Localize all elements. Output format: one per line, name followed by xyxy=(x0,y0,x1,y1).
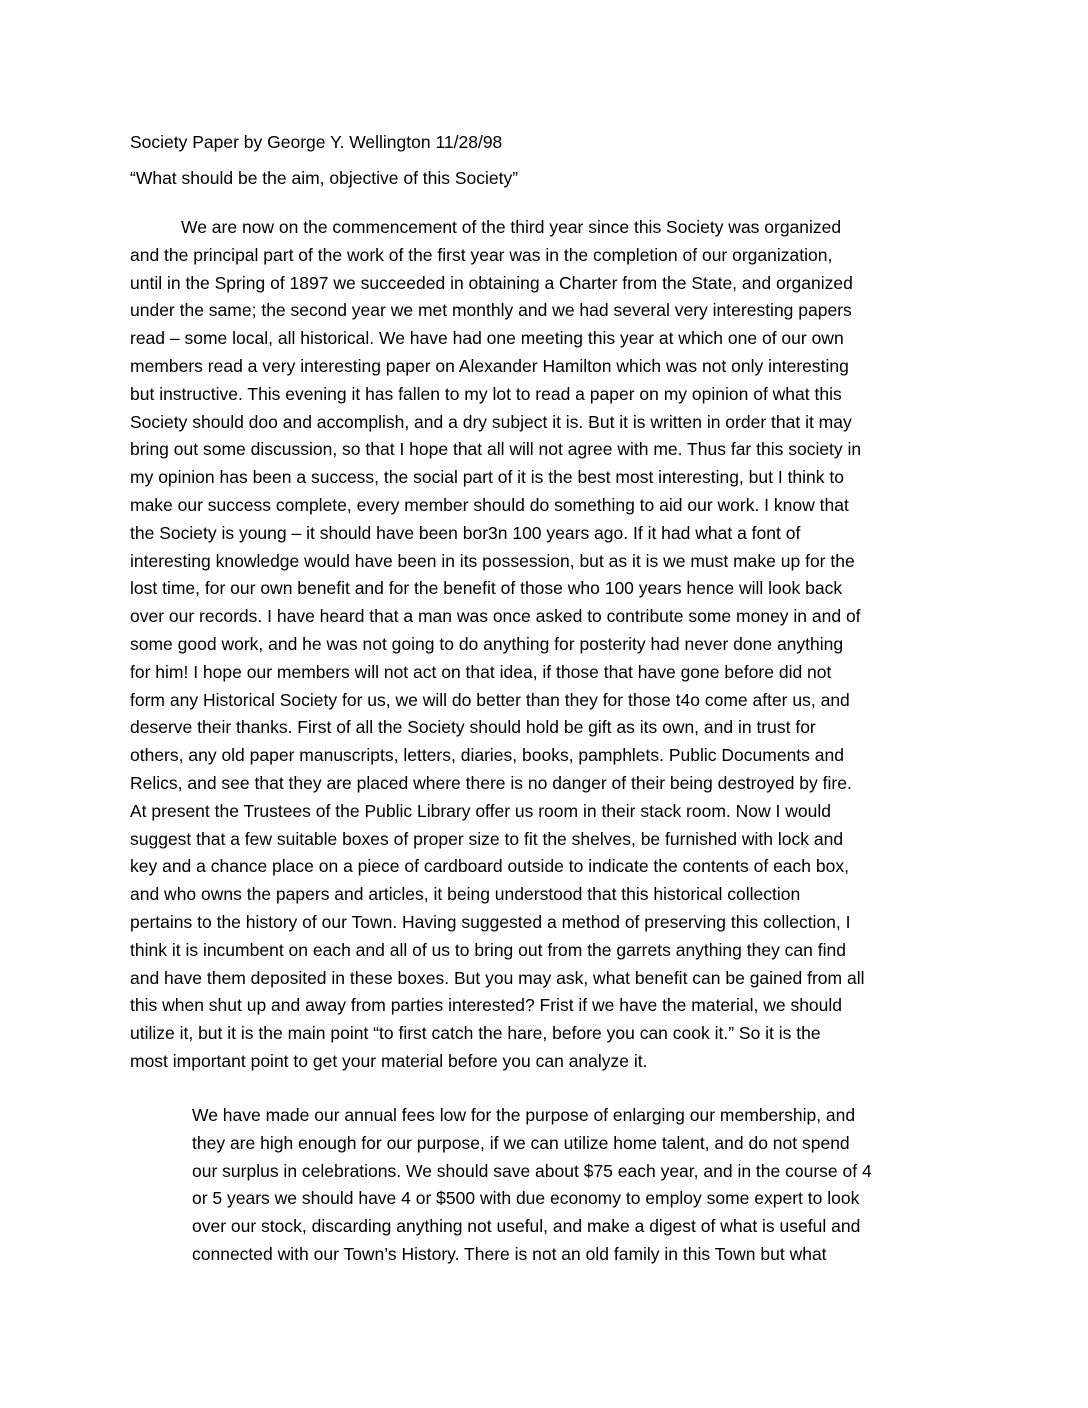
text-line: key and a chance place on a piece of cardboard outside to indicate the contents of each box, xyxy=(130,856,849,877)
text-line: others, any old paper manuscripts, letters, diaries, books, pamphlets. Public Documents and xyxy=(130,745,844,766)
text-line: some good work, and he was not going to do anything for posterity had never done anything xyxy=(130,633,844,654)
text-line: suggest that a few suitable boxes of proper size to fit the shelves, be furnished with lock and xyxy=(130,828,844,849)
paragraph-2 xyxy=(192,1102,872,1269)
document-subtitle: “What should be the aim, objective of this Society” xyxy=(130,168,519,188)
text-line: bring out some discussion, so that I hope that all will not agree with me. Thus far this society in xyxy=(130,439,862,460)
text-line: or 5 years we should have 4 or $500 with due economy to employ some expert to look xyxy=(192,1188,860,1209)
text-line: think it is incumbent on each and all of us to bring out from the garrets anything they can find xyxy=(130,939,846,960)
text-line: pertains to the history of our Town. Having suggested a method of preserving this collection, I xyxy=(130,911,851,932)
paragraph-1 xyxy=(130,214,864,1076)
text-line: deserve their thanks. First of all the Society should hold be gift as its own, and in trust for xyxy=(130,717,816,738)
text-line: they are high enough for our purpose, if we can utilize home talent, and do not spend xyxy=(192,1132,850,1153)
text-line: and have them deposited in these boxes. But you may ask, what benefit can be gained from all xyxy=(130,967,865,988)
text-line: interesting knowledge would have been in its possession, but as it is we must make up for the xyxy=(130,550,855,571)
text-line: most important point to get your material before you can analyze it. xyxy=(130,1050,648,1071)
text-line: the Society is young – it should have been bor3n 100 years ago. If it had what a font of xyxy=(130,522,801,543)
text-line: make our success complete, every member should do something to aid our work. I know that xyxy=(130,494,849,515)
text-line: Relics, and see that they are placed where there is no danger of their being destroyed by fire. xyxy=(130,772,852,793)
text-line: form any Historical Society for us, we will do better than they for those t4o come after us, and xyxy=(130,689,850,710)
text-line: We are now on the commencement of the third year since this Society was organized xyxy=(181,217,842,237)
text-line: Society should doo and accomplish, and a dry subject it is. But it is written in order that it may xyxy=(130,411,852,432)
text-line: members read a very interesting paper on Alexander Hamilton which was not only interesting xyxy=(130,355,849,376)
text-line: connected with our Town’s History. There is not an old family in this Town but what xyxy=(192,1243,827,1264)
text-line: over our stock, discarding anything not useful, and make a digest of what is useful and xyxy=(192,1216,861,1237)
text-line: but instructive. This evening it has fallen to my lot to read a paper on my opinion of what this xyxy=(130,383,842,404)
text-line: our surplus in celebrations. We should save about $75 each year, and in the course of 4 xyxy=(192,1160,872,1181)
document-title: Society Paper by George Y. Wellington 11/28/98 xyxy=(130,132,503,152)
text-line: and who owns the papers and articles, it being understood that this historical collection xyxy=(130,884,801,905)
text-line: At present the Trustees of the Public Library offer us room in their stack room. Now I would xyxy=(130,800,831,821)
text-line: until in the Spring of 1897 we succeeded in obtaining a Charter from the State, and organized xyxy=(130,272,853,293)
text-line: this when shut up and away from parties interested? Frist if we have the material, we should xyxy=(130,995,843,1016)
text-line: We have made our annual fees low for the purpose of enlarging our membership, and xyxy=(192,1105,856,1125)
text-line: for him! I hope our members will not act on that idea, if those that have gone before did not xyxy=(130,661,832,682)
text-line: lost time, for our own benefit and for the benefit of those who 100 years hence will look back xyxy=(130,578,843,599)
text-line: read – some local, all historical. We have had one meeting this year at which one of our own xyxy=(130,328,844,349)
text-line: utilize it, but it is the main point “to first catch the hare, before you can cook it.” So it is the xyxy=(130,1023,821,1044)
text-line: and the principal part of the work of the first year was in the completion of our organization, xyxy=(130,244,833,265)
text-line: over our records. I have heard that a man was once asked to contribute some money in and of xyxy=(130,606,861,627)
text-line: my opinion has been a success, the social part of it is the best most interesting, but I think to xyxy=(130,467,844,488)
text-line: under the same; the second year we met monthly and we had several very interesting papers xyxy=(130,300,852,321)
